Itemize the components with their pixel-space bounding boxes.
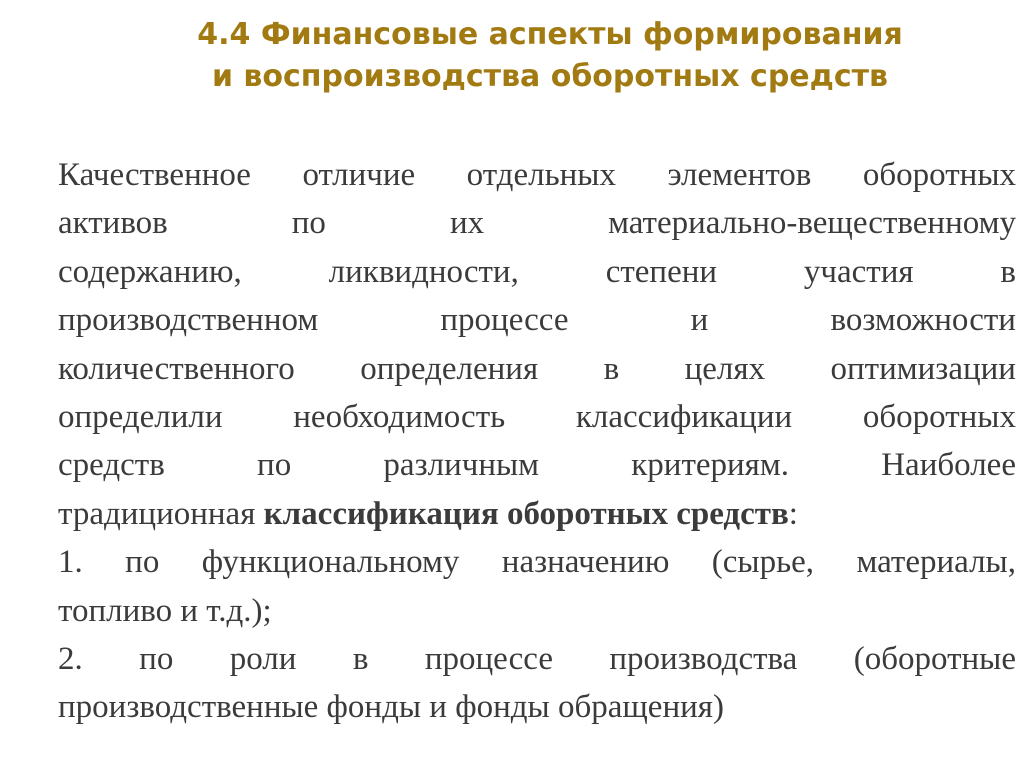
slide-title-line-2: и воспроизводства оборотных средств	[211, 59, 889, 94]
slide-title-line-1: 4.4 Финансовые аспекты формирования	[197, 17, 903, 52]
body-line-9	[58, 538, 1016, 586]
body-line-12: производственные фонды и фонды обращения)	[58, 689, 724, 726]
word: назначению	[501, 544, 670, 581]
body-line-6	[58, 393, 1016, 441]
word: по	[139, 640, 174, 677]
word: по	[125, 544, 160, 581]
emphasized-term: классификация оборотных средств	[263, 495, 789, 532]
word: необходимость	[293, 398, 506, 435]
word: отличие	[302, 157, 416, 193]
word: материалы,	[856, 544, 1016, 581]
word: степени	[605, 253, 718, 290]
word: производства	[609, 640, 798, 677]
body-line-2	[58, 199, 1016, 247]
word: возможности	[830, 302, 1016, 339]
body-line-7	[58, 441, 1016, 489]
word: роли	[229, 640, 297, 677]
word: определили	[58, 398, 223, 435]
word: различным	[383, 447, 540, 484]
word: целях	[684, 350, 766, 387]
word: (сырье,	[711, 544, 815, 581]
body-line-10: топливо и т.д.);	[58, 592, 272, 629]
word: Наиболее	[881, 447, 1016, 484]
word: по	[257, 447, 292, 484]
list-number: 1.	[58, 544, 83, 581]
word: отдельных	[466, 157, 616, 193]
slide-title	[120, 14, 980, 98]
body-line-5	[58, 345, 1016, 393]
word: материально-вещественному	[608, 205, 1016, 242]
word: и	[690, 302, 709, 339]
word: участия	[803, 253, 914, 290]
word: функциональному	[201, 544, 460, 581]
word: оборотных	[862, 157, 1016, 193]
word: процессе	[440, 302, 569, 339]
body-line-11	[58, 635, 1016, 683]
word: по	[291, 205, 326, 242]
word: критериям.	[631, 447, 789, 484]
word: активов	[58, 205, 168, 242]
body-line-8	[58, 490, 1016, 538]
body-line-3	[58, 248, 1016, 296]
slide-body	[58, 151, 1016, 732]
list-number: 2.	[58, 640, 83, 677]
word: оборотных	[862, 398, 1016, 435]
word: элементов	[667, 157, 812, 193]
word: (оборотные	[853, 640, 1016, 677]
word: оптимизации	[830, 350, 1016, 387]
word: в	[603, 350, 620, 387]
word: содержанию,	[58, 253, 242, 290]
word: в	[1000, 253, 1016, 290]
word: производственном	[58, 302, 319, 339]
body-text-prefix: традиционная	[58, 495, 264, 532]
word: процессе	[424, 640, 553, 677]
word: ликвидности,	[328, 253, 519, 290]
word: в	[352, 640, 369, 677]
word: их	[449, 205, 485, 242]
body-line-1	[58, 151, 1016, 199]
body-text-suffix: :	[788, 495, 798, 532]
word: средств	[58, 447, 165, 484]
word: количественного	[58, 350, 295, 387]
word: определения	[360, 350, 539, 387]
word: классификации	[575, 398, 793, 435]
body-line-4	[58, 296, 1016, 344]
word: Качественное	[58, 157, 251, 193]
